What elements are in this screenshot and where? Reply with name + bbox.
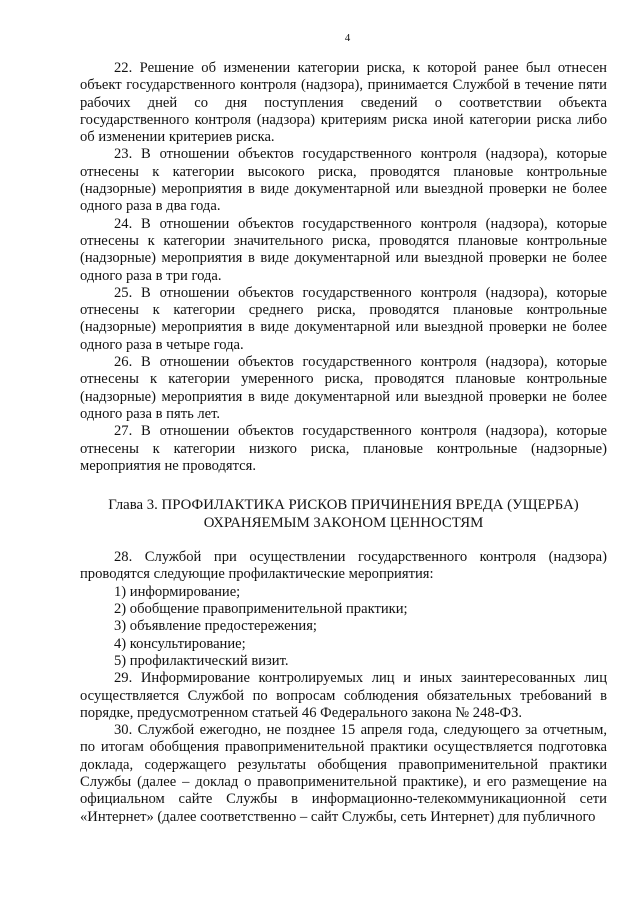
paragraph-22: 22. Решение об изменении категории риска, к которой ранее был отнесен объект государственного контроля (надзора), принимается Службой в течение пяти рабочих дней со дня поступления сведений о соответствии объекта государственного контроля (надзора) критериям риска иной категории риска либо об изменении критериев риска. — [80, 60, 607, 146]
paragraph-28: 28. Службой при осуществлении государственного контроля (надзора) проводятся следующие профилактические мероприятия: — [80, 549, 607, 583]
chapter-heading-line-2: ОХРАНЯЕМЫМ ЗАКОНОМ ЦЕННОСТЯМ — [203, 515, 484, 532]
paragraph-23: 23. В отношении объектов государственного контроля (надзора), которые отнесены к категории высокого риска, проводятся плановые контрольные (надзорные) мероприятия в виде документарной или выездной проверки не более одного раза в два года. — [80, 146, 607, 215]
list-item-4: 4) консультирование; — [114, 635, 246, 652]
paragraph-25: 25. В отношении объектов государственного контроля (надзора), которые отнесены к категории среднего риска, проводятся плановые контрольные (надзорные) мероприятия в виде документарной или выездной проверки не более одного раза в четыре года. — [80, 284, 607, 353]
document-page — [80, 32, 607, 826]
page-number: 4 — [344, 32, 351, 44]
paragraph-29: 29. Информирование контролируемых лиц и иных заинтересованных лиц осуществляется Службой по вопросам соблюдения обязательных требований в порядке, предусмотренном статьей 46 Федерального закона № 248-ФЗ. — [80, 670, 607, 721]
chapter-heading — [80, 496, 607, 532]
list-item-1: 1) информирование; — [114, 583, 241, 600]
list-item-5: 5) профилактический визит. — [114, 652, 289, 669]
paragraph-26: 26. В отношении объектов государственного контроля (надзора), которые отнесены к категории умеренного риска, проводятся плановые контрольные (надзорные) мероприятия в виде документарной или выездной проверки не более одного раза в пять лет. — [80, 354, 607, 422]
paragraph-24: 24. В отношении объектов государственного контроля (надзора), которые отнесены к категории значительного риска, проводятся плановые контрольные (надзорные) мероприятия в виде документарной или выездной проверки не более одного раза в три года. — [80, 215, 607, 284]
chapter-heading-line-1: Глава 3. ПРОФИЛАКТИКА РИСКОВ ПРИЧИНЕНИЯ ВРЕДА (УЩЕРБА) — [108, 497, 579, 514]
paragraph-27: 27. В отношении объектов государственного контроля (надзора), которые отнесены к категории низкого риска, плановые контрольные (надзорные) мероприятия не проводятся. — [80, 423, 607, 474]
paragraph-30: 30. Службой ежегодно, не позднее 15 апреля года, следующего за отчетным, по итогам обобщения правоприменительной практики осуществляется подготовка доклада, содержащего результаты обобщения правоприменительной практики Службы (далее – доклад о правоприменительной практике), и его размещение на официальном сайте Службы в информационно-телекоммуникационной сети «Интернет» (далее соответственно – сайт Службы, сеть Интернет) для публичного — [80, 722, 607, 825]
list-item-3: 3) объявление предостережения; — [114, 618, 317, 635]
list-item-2: 2) обобщение правоприменительной практики; — [114, 601, 408, 618]
